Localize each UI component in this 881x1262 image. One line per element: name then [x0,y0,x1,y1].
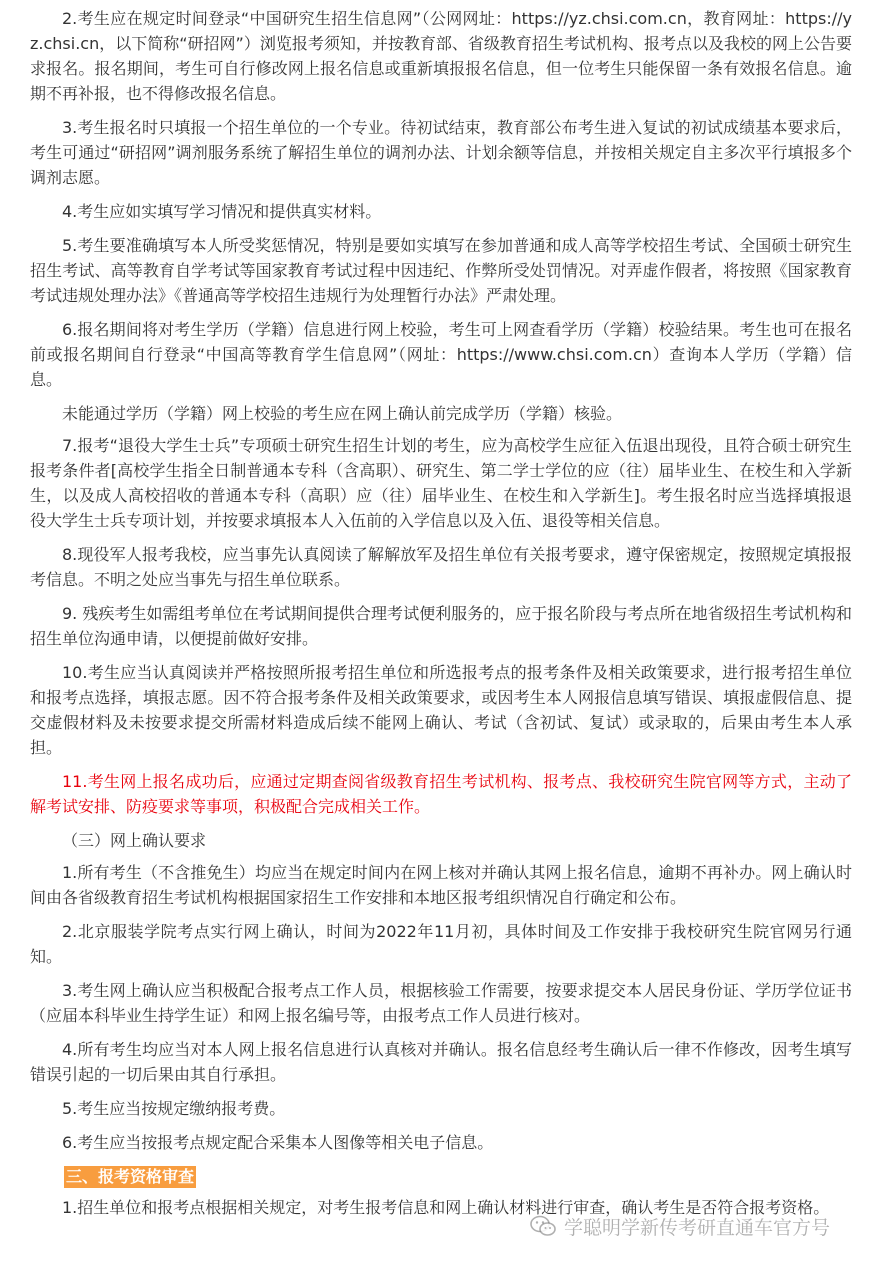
confirm-item-3: 3.考生网上确认应当积极配合报考点工作人员，根据核验工作需要，按要求提交本人居民身份证、学历学位证书（应届本科毕业生持学生证）和网上报名编号等，由报考点工作人员进行核对。 [30,981,852,1025]
paragraph-5: 5.考生要准确填写本人所受奖惩情况，特别是要如实填写在参加普通和成人高等学校招生考试、全国硕士研究生招生考试、高等教育自学考试等国家教育考试过程中因违纪、作弊所受处罚情况。对弄虚作假者，将按照《国家教育考试违规处理办法》《普通高等学校招生违规行为处理暂行办法》严肃处理。 [30,236,852,305]
paragraph-11-highlight: 11.考生网上报名成功后，应通过定期查阅省级教育招生考试机构、报考点、我校研究生院官网等方式，主动了解考试安排、防疫要求等事项，积极配合完成相关工作。 [30,772,852,816]
paragraph-4: 4.考生应如实填写学习情况和提供真实材料。 [62,202,382,221]
confirm-item-6: 6.考生应当按报考点规定配合采集本人图像等相关电子信息。 [62,1133,494,1152]
confirm-item-1: 1.所有考生（不含推免生）均应当在规定时间内在网上核对并确认其网上报名信息，逾期不再补办。网上确认时间由各省级教育招生考试机构根据国家招生工作安排和本地区报考组织情况自行确定和公布。 [30,863,852,907]
section-heading-qualification-review: 三、报考资格审查 [66,1167,195,1186]
watermark [530,1212,830,1240]
confirm-item-4: 4.所有考生均应当对本人网上报名信息进行认真核对并确认。报名信息经考生确认后一律不作修改，因考生填写错误引起的一切后果由其自行承担。 [30,1040,852,1084]
confirm-item-5: 5.考生应当按规定缴纳报考费。 [62,1099,286,1118]
paragraph-7: 7.报考“退役大学生士兵”专项硕士研究生招生计划的考生，应为高校学生应征入伍退出现役，且符合硕士研究生报考条件者[高校学生指全日制普通本专科（含高职）、研究生、第二学士学位的应（往）届毕业生、在校生和入学新生，以及成人高校招收的普通本专科（高职）应（往）届毕业生、在校生和入学新生]。考生报名时应当选择填报退役大学生士兵专项计划，并按要求填报本人入伍前的入学信息以及入伍、退役等相关信息。 [30,436,852,530]
subsection-heading-online-confirmation: （三）网上确认要求 [62,831,207,850]
confirm-item-2: 2.北京服装学院考点实行网上确认，时间为2022年11月初，具体时间及工作安排于我校研究生院官网另行通知。 [30,922,852,966]
paragraph-6-note: 未能通过学历（学籍）网上校验的考生应在网上确认前完成学历（学籍）核验。 [62,404,623,423]
review-item-1: 1.招生单位和报考点根据相关规定，对考生报考信息和网上确认材料进行审查，确认考生是否符合报考资格。 [62,1198,830,1217]
paragraph-9: 9. 残疾考生如需组考单位在考试期间提供合理考试便利服务的，应于报名阶段与考点所在地省级招生考试机构和招生单位沟通申请，以便提前做好安排。 [30,604,852,648]
wechat-icon [530,1215,556,1237]
section-heading-wrapper [64,1166,852,1188]
paragraph-6: 6.报名期间将对考生学历（学籍）信息进行网上校验，考生可上网查看学历（学籍）校验结果。考生也可在报名前或报名期间自行登录“中国高等教育学生信息网”（网址：https://www.chsi.com.cn）查询本人学历（学籍）信息。 [30,320,852,389]
paragraph-10: 10.考生应当认真阅读并严格按照所报考招生单位和所选报考点的报考条件及相关政策要求，进行报考招生单位和报考点选择，填报志愿。因不符合报考条件及相关政策要求，或因考生本人网报信息填写错误、填报虚假信息、提交虚假材料及未按要求提交所需材料造成后续不能网上确认、考试（含初试、复试）或录取的，后果由考生本人承担。 [30,663,852,757]
paragraph-8: 8.现役军人报考我校，应当事先认真阅读了解解放军及招生单位有关报考要求，遵守保密规定，按照规定填报报考信息。不明之处应当事先与招生单位联系。 [30,545,852,589]
watermark-text: 学聪明学新传考研直通车官方号 [564,1216,831,1239]
paragraph-2: 2.考生应在规定时间登录“中国研究生招生信息网”（公网网址：https://yz.chsi.com.cn，教育网址：https://yz.chsi.cn，以下简称“研招网”）浏览报考须知，并按教育部、省级教育招生考试机构、报考点以及我校的网上公告要求报名。报名期间，考生可自行修改网上报名信息或重新填报报名信息，但一位考生只能保留一条有效报名信息。逾期不再补报，也不得修改报名信息。 [30,9,852,103]
article-body [30,6,852,1220]
paragraph-3: 3.考生报名时只填报一个招生单位的一个专业。待初试结束，教育部公布考生进入复试的初试成绩基本要求后，考生可通过“研招网”调剂服务系统了解招生单位的调剂办法、计划余额等信息，并按相关规定自主多次平行填报多个调剂志愿。 [30,118,852,187]
